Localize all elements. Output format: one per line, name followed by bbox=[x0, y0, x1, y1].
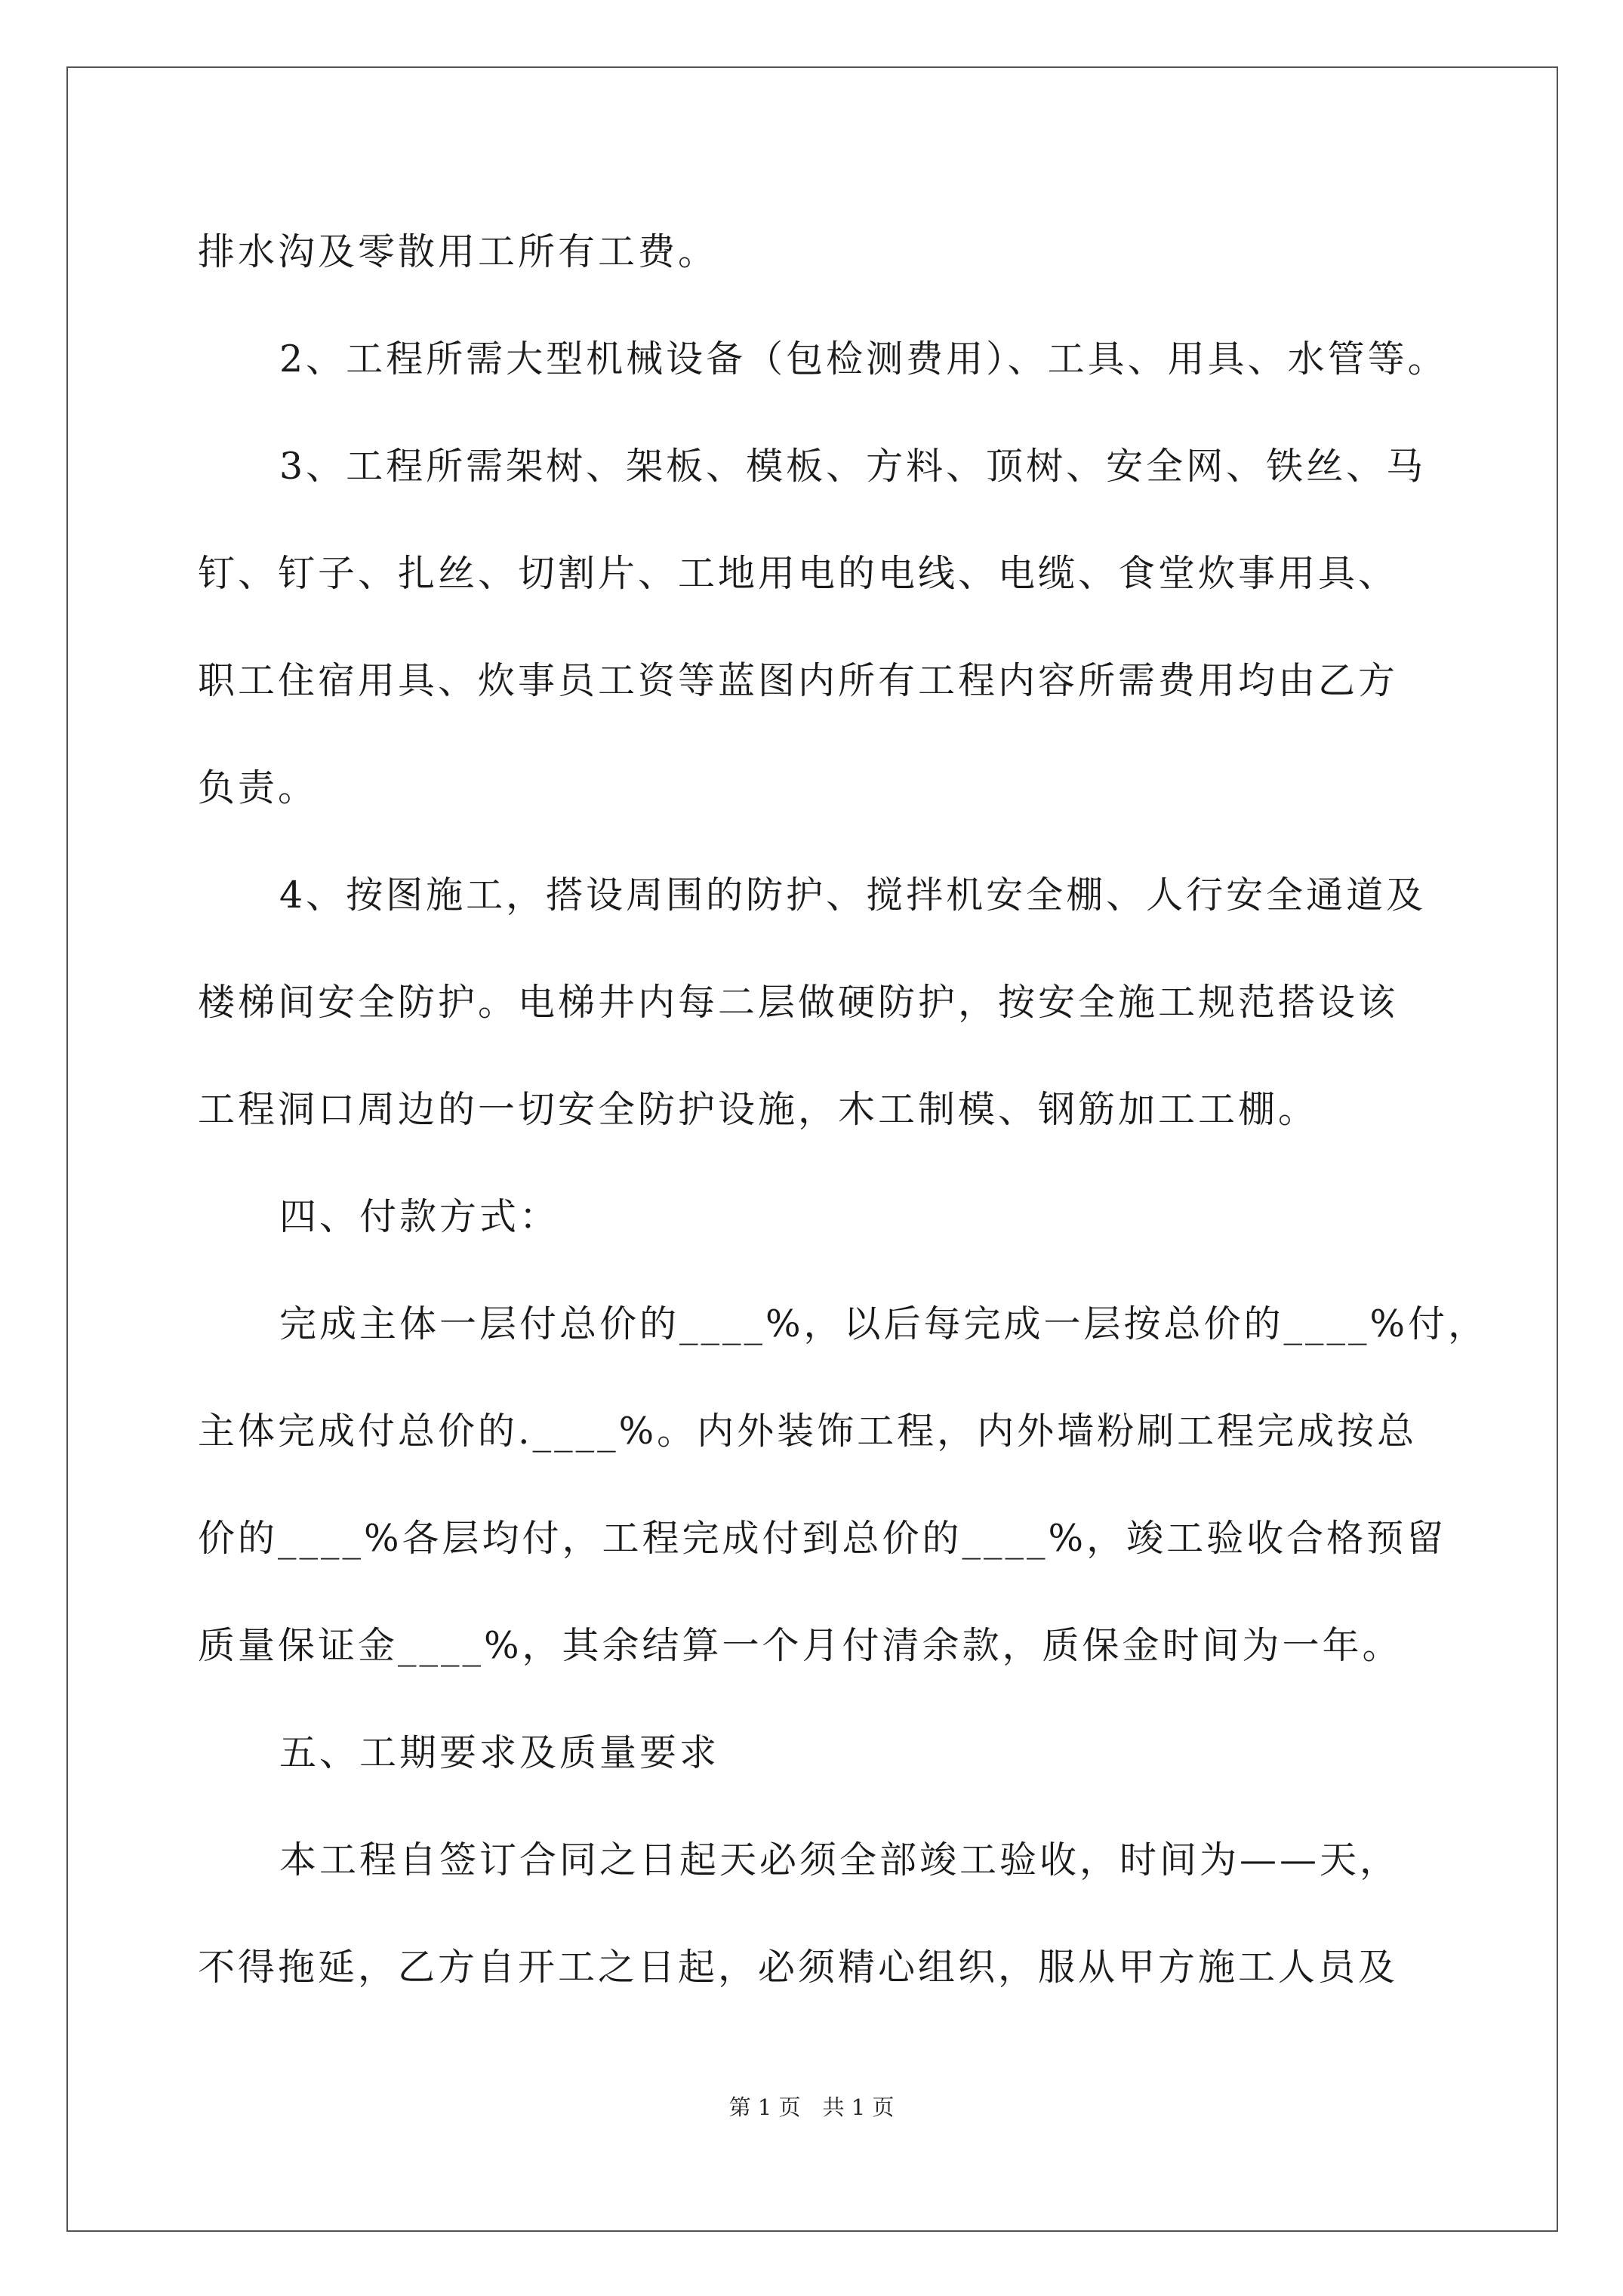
text-line-1: 排水沟及零散用工所有工费。 bbox=[198, 230, 719, 273]
text-line-11: 完成主体一层付总价的____%，以后每完成一层按总价的____%付， bbox=[279, 1302, 1489, 1345]
text-line-6: 负责。 bbox=[198, 766, 319, 809]
text-line-17: 不得拖延，乙方自开工之日起，必须精心组织，服从甲方施工人员及 bbox=[198, 1946, 1399, 1989]
text-line-5: 职工住宿用具、炊事员工资等蓝图内所有工程内容所需费用均由乙方 bbox=[198, 659, 1399, 702]
text-line-16: 本工程自签订合同之日起天必须全部竣工验收，时间为——天， bbox=[279, 1838, 1400, 1881]
text-line-4: 钉、钉子、扎丝、切割片、工地用电的电线、电缆、食堂炊事用具、 bbox=[198, 552, 1399, 595]
text-line-14: 质量保证金____%，其余结算一个月付清余款，质保金时间为一年。 bbox=[198, 1624, 1403, 1667]
page-border bbox=[66, 66, 1558, 2232]
text-line-13: 价的____%各层均付，工程完成付到总价的____%，竣工验收合格预留 bbox=[198, 1517, 1447, 1560]
section-heading-schedule: 五、工期要求及质量要求 bbox=[279, 1731, 720, 1774]
text-line-2: 2、工程所需大型机械设备（包检测费用）、工具、用具、水管等。 bbox=[279, 337, 1448, 381]
text-line-3: 3、工程所需架树、架板、模板、方料、顶树、安全网、铁丝、马 bbox=[279, 445, 1427, 488]
section-heading-payment: 四、付款方式： bbox=[279, 1195, 560, 1238]
page-footer: 第 1 页 共 1 页 bbox=[728, 2094, 895, 2120]
text-line-8: 楼梯间安全防护。电梯井内每二层做硬防护，按安全施工规范搭设该 bbox=[198, 981, 1399, 1024]
text-line-9: 工程洞口周边的一切安全防护设施，木工制模、钢筋加工工棚。 bbox=[198, 1088, 1319, 1131]
text-line-7: 4、按图施工，搭设周围的防护、搅拌机安全棚、人行安全通道及 bbox=[279, 874, 1427, 917]
text-line-12: 主体完成付总价的.____%。内外装饰工程，内外墙粉刷工程完成按总 bbox=[198, 1410, 1418, 1453]
